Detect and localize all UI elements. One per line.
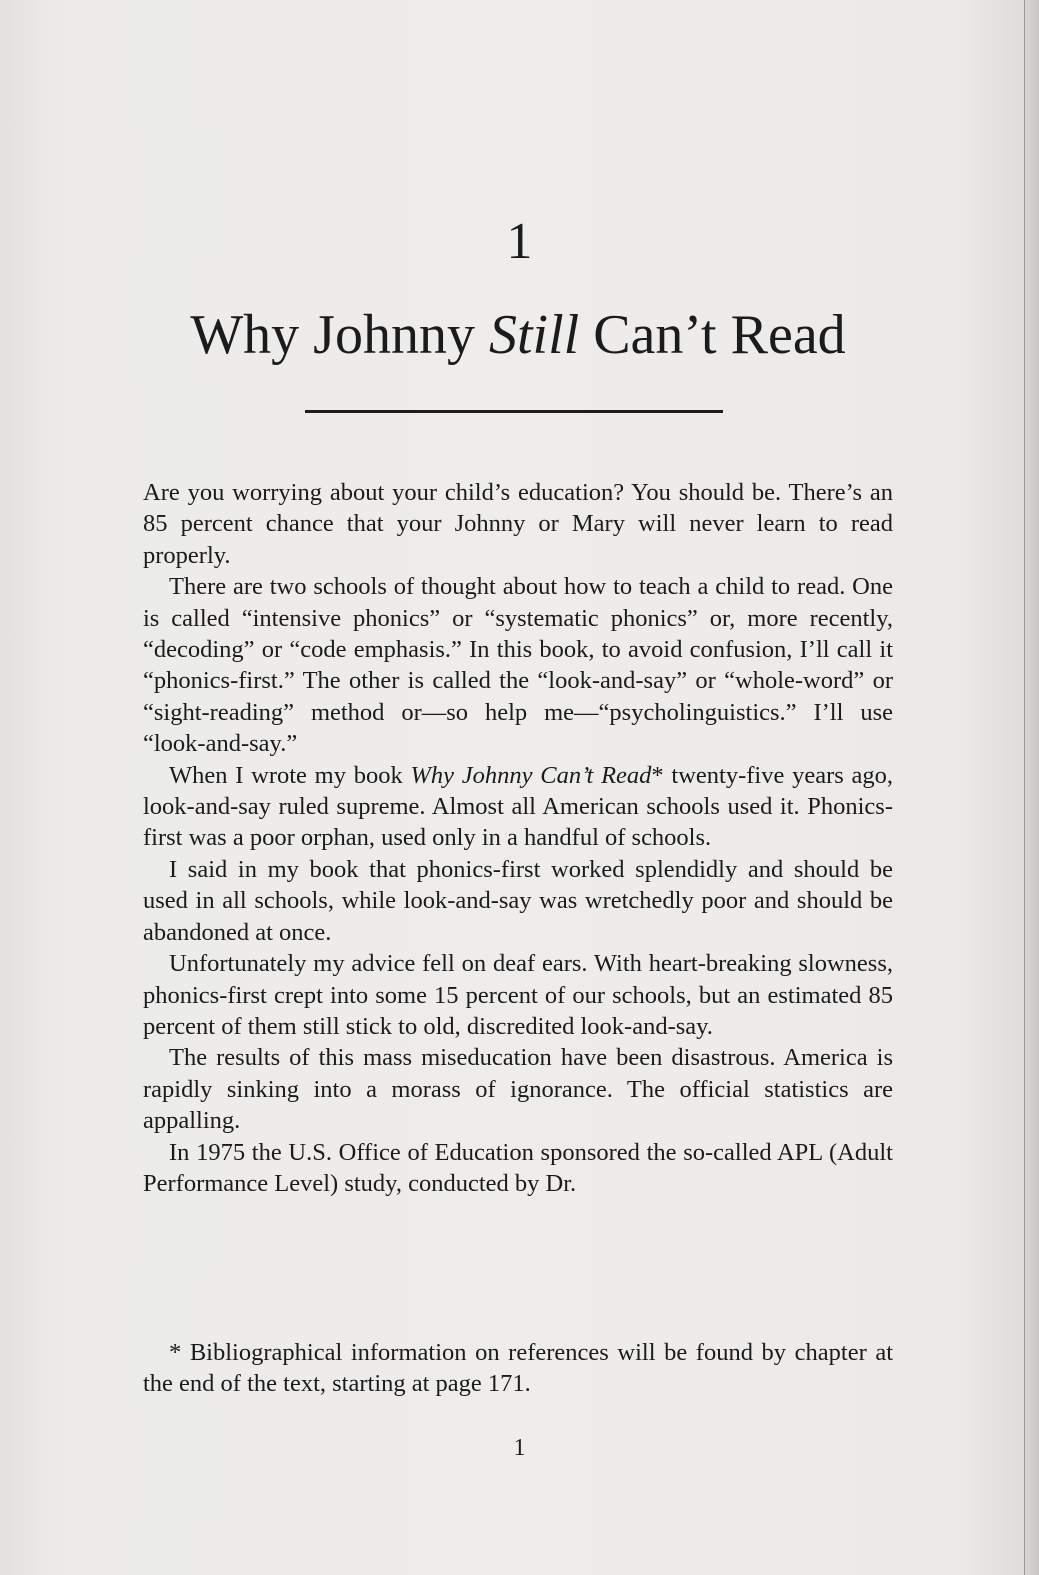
paragraph: [143, 760, 893, 854]
chapter-body: [143, 477, 893, 1199]
page-number: 1: [513, 1435, 526, 1461]
chapter-title-end: Can’t Read: [579, 304, 846, 366]
paragraph: Unfortunately my advice fell on deaf ears. With heart-breaking slowness, phonics-first crept into some 15 percent of our schools, but an estimated 85 percent of them still stick to old, discredited look-and-say.: [143, 950, 893, 1040]
paragraph: In 1975 the U.S. Office of Education sponsored the so-called APL (Adult Performance Level) study, conducted by Dr.: [143, 1138, 893, 1197]
paragraph-text: * twenty-five years ago, look-and-say ruled supreme. Almost all American schools used it. Phonics-first was a poor orphan, used only in a handful of schools.: [143, 761, 894, 852]
chapter-title-emphasis: Still: [488, 304, 580, 366]
paragraph-text: When I wrote my book: [169, 761, 411, 789]
chapter-number: 1: [506, 213, 533, 270]
paragraph: The results of this mass miseducation have been disastrous. America is rapidly sinking into a morass of ignorance. The official statistics are appalling.: [143, 1044, 893, 1135]
footnote: * Bibliographical information on references will be found by chapter at the end of the text, starting at page 171.: [143, 1339, 893, 1398]
book-title-reference: Why Johnny Can’t Read: [410, 761, 652, 789]
paragraph: I said in my book that phonics-first worked splendidly and should be used in all schools, while look-and-say was wretchedly poor and should be abandoned at once.: [143, 855, 893, 946]
paragraph: There are two schools of thought about how to teach a child to read. One is called “intensive phonics” or “systematic phonics” or, more recently, “decoding” or “code emphasis.” In this book, to avoid confusion, I’ll call it “phonics-first.” The other is called the “look-and-say” or “whole-word” or “sight-reading” method or—so help me—“psycholinguistics.” I’ll use “look-and-say.”: [143, 573, 893, 758]
title-rule: [305, 410, 723, 413]
chapter-title: [143, 300, 893, 370]
chapter-title-start: Why Johnny: [190, 304, 489, 366]
paragraph: Are you worrying about your child’s education? You should be. There’s an 85 percent chance that your Johnny or Mary will never learn to read properly.: [143, 479, 893, 569]
